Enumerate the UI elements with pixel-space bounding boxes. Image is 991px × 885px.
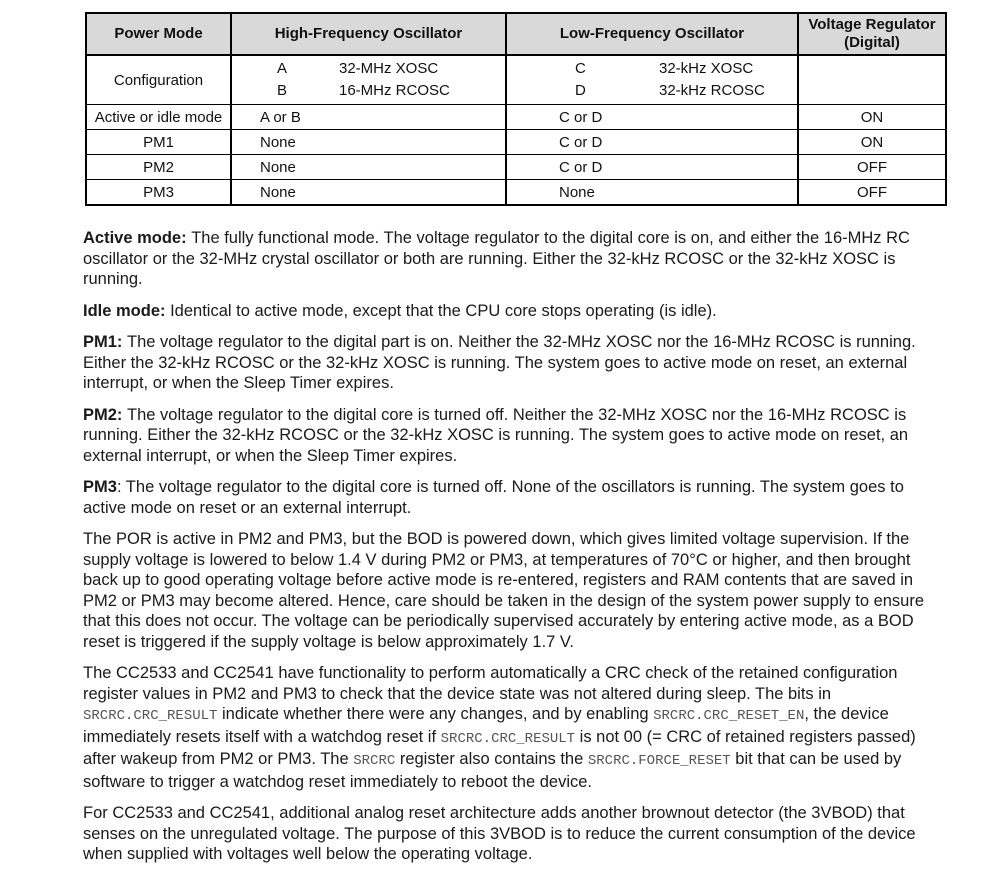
hf-config-b-value: 16-MHz RCOSC xyxy=(339,82,450,99)
register-name: SRCRC.CRC_RESULT xyxy=(83,708,218,724)
text-run: indicate whether there were any changes, and by enabling xyxy=(217,705,654,723)
register-name: SRCRC.FORCE_RESET xyxy=(587,753,731,769)
text-run: The voltage regulator to the digital core is turned off. Neither the 32-MHz XOSC nor the 16-MHz RCOSC is running. Either the 32-kHz RCOSC or the 32-kHz XOSC is running. The system goes to active mode on reset, an external interrupt, or when the Sleep Timer expires. xyxy=(83,405,909,465)
lf-cell: C or D xyxy=(506,155,798,180)
text-run: Identical to active mode, except that the CPU core stops operating (is idle). xyxy=(170,301,717,320)
text-run: , the device immediately resets itself with a watchdog reset if xyxy=(83,705,889,746)
text-run: is not 00 (= CRC of retained registers passed) after wakeup from PM2 or PM3. The xyxy=(83,727,916,768)
text-run: For CC2533 and CC2541, additional analog reset architecture adds another brownout detector (the 3VBOD) that senses on the unregulated voltage. The purpose of this 3VBOD is to reduce the current consumption of the device when supplied with voltages well below the operating voltage. xyxy=(83,804,916,863)
term-label: PM3 xyxy=(83,478,117,496)
hf-config-a xyxy=(232,58,505,80)
hf-cell: None xyxy=(231,155,506,180)
hf-cell: None xyxy=(231,130,506,155)
col-header-power-mode: Power Mode xyxy=(86,13,231,55)
hf-config-b xyxy=(232,80,505,102)
hf-config-b-key: B xyxy=(277,82,288,99)
hf-cell: None xyxy=(231,180,506,206)
hf-config-a-key: A xyxy=(277,60,288,77)
text-run: The POR is active in PM2 and PM3, but the BOD is powered down, which gives limited voltage supervision. If the supply voltage is lowered to below 1.4 V during PM2 or PM3, at temperatures of 70°C or higher, and then brought back up to good operating voltage before active mode is re-entered, registers and RAM contents that are saved in PM2 or PM3 may become altered. Hence, care should be taken in the design of the system power supply to ensure that this does not occur. The voltage can be periodically supervised accurately by entering active mode, as a BOD reset is triggered if the supply voltage is below approximately 1.7 V. xyxy=(83,530,925,651)
register-name: SRCRC.CRC_RESET_EN xyxy=(653,708,805,724)
regulator-cell: ON xyxy=(798,130,946,155)
body-text xyxy=(83,228,945,865)
text-run: The CC2533 and CC2541 have functionality to perform automatically a CRC check of the retained configuration register values in PM2 and PM3 to check that the device state was not altered during sleep. The bits in xyxy=(83,664,898,703)
mode-cell: PM2 xyxy=(86,155,231,180)
lf-config-c-value: 32-kHz XOSC xyxy=(659,60,754,77)
regulator-cell: OFF xyxy=(798,180,946,206)
paragraph-3vbod xyxy=(83,803,945,865)
table-row-pm3 xyxy=(86,180,946,206)
text-run: register also contains the xyxy=(395,750,588,768)
register-name: SRCRC.CRC_RESULT xyxy=(440,730,576,747)
mode-cell: PM1 xyxy=(86,130,231,155)
paragraph-active-mode xyxy=(83,228,945,290)
regulator-cell: ON xyxy=(798,105,946,130)
power-modes-table xyxy=(85,12,947,206)
col-header-hf-oscillator: High-Frequency Oscillator xyxy=(231,13,506,55)
lf-config-c-key: C xyxy=(575,60,586,77)
lf-cell: C or D xyxy=(506,105,798,130)
table-header-row xyxy=(86,13,946,55)
paragraph-pm1 xyxy=(83,332,945,394)
col-header-voltage-regulator: Voltage Regulator (Digital) xyxy=(798,13,946,55)
hf-config-a-value: 32-MHz XOSC xyxy=(339,60,439,77)
lf-cell: C or D xyxy=(506,130,798,155)
register-name: SRCRC xyxy=(353,753,396,769)
lf-config-d-value: 32-kHz RCOSC xyxy=(659,82,765,99)
mode-cell: PM3 xyxy=(86,180,231,206)
paragraph-idle-mode xyxy=(83,301,945,322)
paragraph-pm2 xyxy=(83,405,945,467)
term-label: Idle mode: xyxy=(83,301,171,320)
term-label: Active mode: xyxy=(83,229,192,247)
col-header-lf-oscillator: Low-Frequency Oscillator xyxy=(506,13,798,55)
configuration-label: Configuration xyxy=(86,55,231,105)
term-label: PM2: xyxy=(83,405,128,424)
text-run: The voltage regulator to the digital part is on. Neither the 32-MHz XOSC nor the 16-MHz RCOSC is running. Either the 32-kHz RCOSC or the 32-kHz XOSC is running. The system goes to active mode on reset, an external interrupt, or when the Sleep Timer expires. xyxy=(83,333,916,392)
table-row-pm2 xyxy=(86,155,946,180)
configuration-hf-cell xyxy=(231,55,506,105)
lf-config-d xyxy=(507,80,797,102)
configuration-lf-cell xyxy=(506,55,798,105)
term-label: PM1: xyxy=(83,333,128,351)
configuration-row xyxy=(86,55,946,105)
paragraph-pm3 xyxy=(83,477,945,518)
hf-cell: A or B xyxy=(231,105,506,130)
table-row-active-idle xyxy=(86,105,946,130)
mode-cell: Active or idle mode xyxy=(86,105,231,130)
text-run: The fully functional mode. The voltage regulator to the digital core is on, and either the 16-MHz RC oscillator or the 32-MHz crystal oscillator or both are running. Either the 32-kHz RCOSC or the 32-kHz XOSC is running. xyxy=(83,229,910,288)
paragraph-por-bod xyxy=(83,529,945,652)
configuration-regulator-cell xyxy=(798,55,946,105)
lf-config-c xyxy=(507,58,797,80)
table-row-pm1 xyxy=(86,130,946,155)
text-run: : The voltage regulator to the digital core is turned off. None of the oscillators is running. The system goes to active mode on reset or an external interrupt. xyxy=(83,478,904,517)
regulator-cell: OFF xyxy=(798,155,946,180)
text-run: bit that can be used by software to trigger a watchdog reset immediately to reboot the device. xyxy=(83,750,902,791)
paragraph-crc-check xyxy=(83,663,945,792)
lf-config-d-key: D xyxy=(575,82,586,99)
lf-cell: None xyxy=(506,180,798,206)
